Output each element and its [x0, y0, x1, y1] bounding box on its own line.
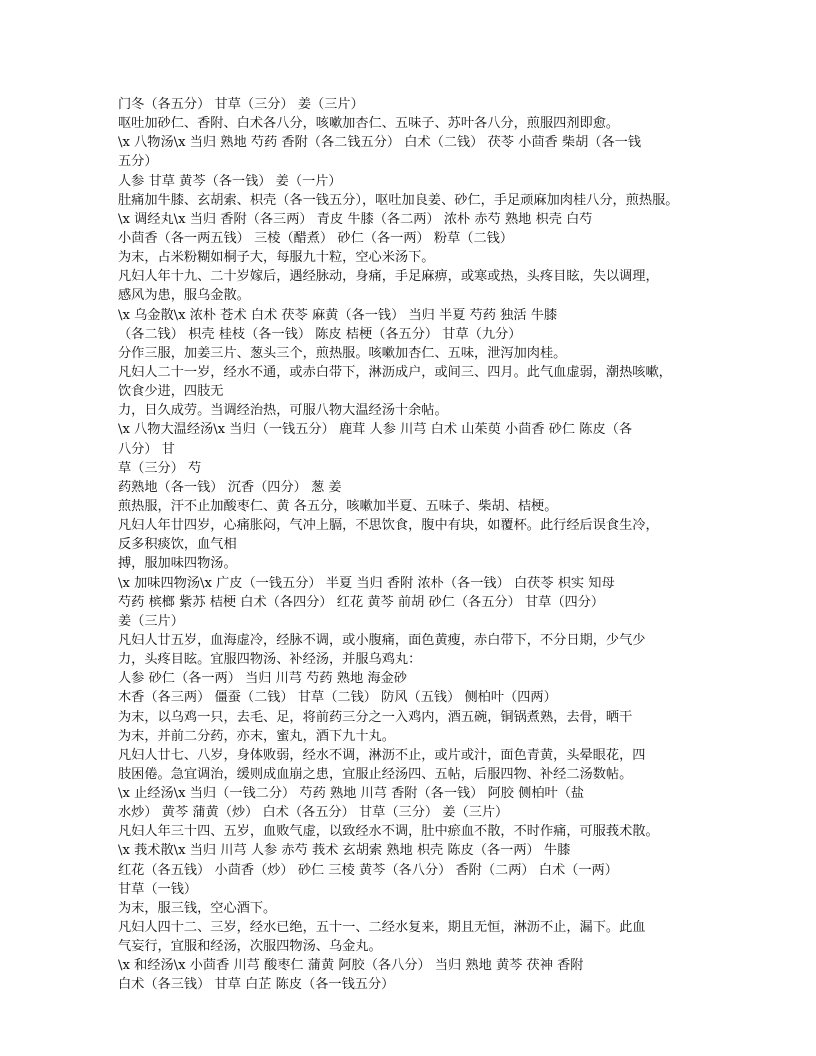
text-line: 人参 砂仁（各一两） 当归 川芎 芍药 熟地 海金砂: [118, 671, 407, 687]
text-line: \x 加味四物汤\x 广皮（一钱五分） 半夏 当归 香附 浓朴（各一钱） 白茯苓 枳实 知母: [118, 575, 615, 591]
text-line: 凡妇人年三十四、五岁，血败气虚，以致经水不调，肚中瘀血不散，不时作痛，可服莪术散。: [118, 824, 659, 840]
text-line: 为末，占米粉糊如桐子大，每服九十粒，空心米汤下。: [118, 250, 435, 266]
text-line: 肚痛加牛膝、玄胡索、枳壳（各一钱五分），呕吐加良姜、砂仁，手足顽麻加肉桂八分，煎热服。: [118, 192, 679, 208]
text-line: 气妄行，宜服和经汤，次服四物汤、乌金丸。: [118, 939, 382, 955]
text-line: 五分）: [118, 154, 158, 170]
text-line: 水炒） 黄芩 蒲黄（炒） 白术（各五分） 甘草（三分） 姜（三片）: [118, 805, 509, 821]
text-line: 药熟地（各一钱） 沉香（四分） 葱 姜: [118, 479, 342, 495]
text-line: 人参 甘草 黄芩（各一钱） 姜（一片）: [118, 173, 342, 189]
text-line: 呕吐加砂仁、香附、白术各八分，咳嗽加杏仁、五味子、苏叶各八分，煎服四剂即愈。: [118, 116, 620, 132]
text-line: 肢困倦。急宜调治，缓则成血崩之患，宜服止经汤四、五帖，后服四物、补经二汤数帖。: [118, 766, 633, 782]
text-line: 搏，服加味四物汤。: [118, 556, 237, 572]
text-line: 凡妇人年廿四岁，心痛胀闷，气冲上膈，不思饮食，腹中有块，如覆杯。此行经后误食生冷，: [118, 518, 659, 534]
text-line: 姜（三片）: [118, 613, 184, 629]
text-line: 凡妇人二十一岁，经水不通，或赤白带下，淋沥成户，或间三、四月。此气血虚弱，潮热咳嗽，: [118, 364, 672, 380]
text-line: 凡妇人廿七、八岁，身体败弱，经水不调，淋沥不止，或片或汁，面色青黄，头晕眼花，四: [118, 747, 646, 763]
text-line: 为末，并前二分药，亦末，蜜丸，酒下九十丸。: [118, 728, 395, 744]
text-line: 八分） 甘: [118, 441, 175, 457]
text-line: \x 莪术散\x 当归 川芎 人参 赤芍 莪术 玄胡索 熟地 枳壳 陈皮（各一两） 牛膝: [118, 843, 571, 859]
text-line: 为末，服三钱，空心酒下。: [118, 900, 277, 916]
text-line: \x 止经汤\x 当归（一钱二分） 芍药 熟地 川芎 香附（各一钱） 阿胶 侧柏叶（盐: [118, 786, 585, 802]
text-line: 甘草（一钱）: [118, 881, 198, 897]
text-line: 门冬（各五分） 甘草（三分） 姜（三片）: [118, 97, 364, 112]
text-line: 木香（各三两） 僵蚕（二钱） 甘草（二钱） 防风（五钱） 侧柏叶（四两）: [118, 690, 557, 706]
text-line: \x 调经丸\x 当归 香附（各三两） 青皮 牛膝（各二两） 浓朴 赤芍 熟地 枳壳 白芍: [118, 211, 593, 227]
text-line: \x 八物汤\x 当归 熟地 芍药 香附（各二钱五分） 白术（二钱） 茯苓 小茴香 柴胡（各一钱: [118, 135, 642, 151]
text-line: 草（三分） 芍: [118, 460, 202, 476]
text-line: 为末，以乌鸡一只，去毛、足，将前药三分之一入鸡内，酒五碗，铜锅煮熟，去骨，晒干: [118, 709, 633, 725]
text-line: 凡妇人廿五岁，血海虚冷，经脉不调，或小腹痛，面色黄瘦，赤白带下，不分日期，少气少: [118, 632, 646, 648]
text-line: 煎热服，汗不止加酸枣仁、黄 各五分，咳嗽加半夏、五味子、柴胡、桔梗。: [118, 498, 558, 514]
text-line: 饮食少进，四肢无: [118, 384, 224, 400]
text-line: 凡妇人年十九、二十岁嫁后，遇经脉动，身痛，手足麻痹，或寒或热，头疼目眩，失以调理，: [118, 269, 659, 285]
text-line: \x 八物大温经汤\x 当归（一钱五分） 鹿茸 人参 川芎 白术 山茱萸 小茴香 砂仁 陈皮（各: [118, 422, 633, 438]
text-line: \x 和经汤\x 小茴香 川芎 酸枣仁 蒲黄 阿胶（各八分） 当归 熟地 黄芩 茯神 香附: [118, 958, 584, 974]
text-line: 白术（各三钱） 甘草 白芷 陈皮（各一钱五分）: [118, 977, 395, 993]
text-line: 芍药 槟榔 紫苏 桔梗 白术（各四分） 红花 黄芩 前胡 砂仁（各五分） 甘草（四分）: [118, 594, 605, 610]
text-line: 凡妇人四十二、三岁，经水已绝，五十一、二经水复来，期且无恒，淋沥不止，漏下。此血: [118, 920, 646, 936]
text-line: 红花（各五钱） 小茴香（炒） 砂仁 三棱 黄芩（各八分） 香附（二两） 白术（一两）: [118, 862, 618, 878]
text-line: 力，头疼目眩。宜服四物汤、补经汤，并服乌鸡丸：: [118, 652, 422, 668]
text-line: \x 乌金散\x 浓朴 苍术 白术 茯苓 麻黄（各一钱） 当归 半夏 芍药 独活 牛膝: [118, 307, 558, 323]
text-line: （各二钱） 枳壳 桂枝（各一钱） 陈皮 桔梗（各五分） 甘草（九分）: [118, 326, 522, 342]
text-line: 力，日久成劳。当调经治热，可服八物大温经汤十余帖。: [118, 403, 448, 419]
text-line: 小茴香（各一两五钱） 三棱（醋煮） 砂仁（各一两） 粉草（二钱）: [118, 230, 514, 246]
text-line: 分作三服，加姜三片、葱头三个，煎热服。咳嗽加杏仁、五味，泄泻加肉桂。: [118, 345, 567, 361]
text-line: 感风为患，服乌金散。: [118, 288, 250, 304]
text-line: 反多积痰饮，血气相: [118, 537, 237, 553]
document-page: [118, 95, 703, 995]
